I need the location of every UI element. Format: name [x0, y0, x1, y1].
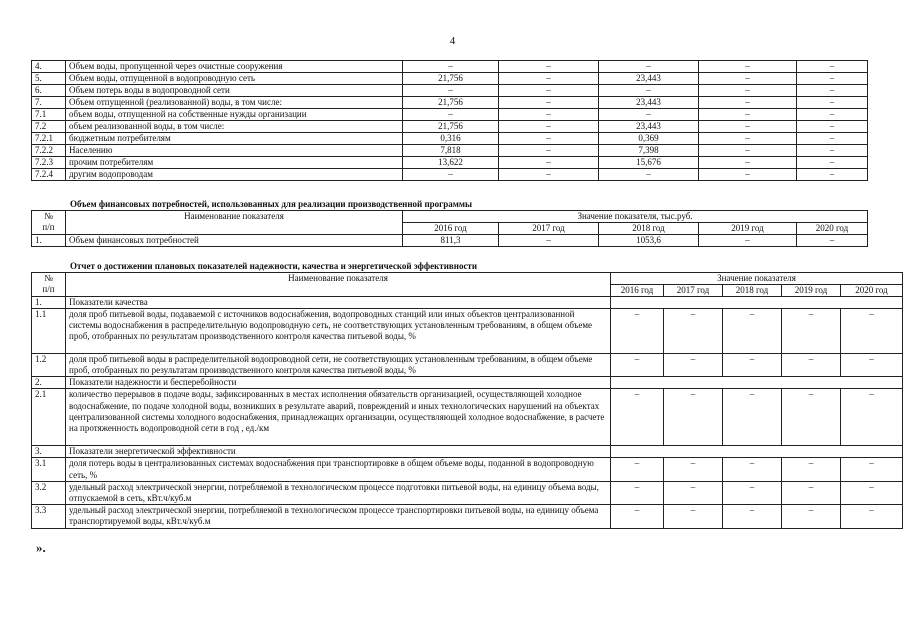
cell-value: – [841, 458, 903, 481]
cell-value: – [841, 309, 903, 354]
header-num: № п/п [32, 211, 66, 235]
row-num: 3.1 [32, 458, 66, 481]
row-num: 7.2.2 [32, 145, 66, 157]
table-row [32, 85, 868, 97]
cell-2017: – [499, 85, 599, 97]
section-empty [611, 446, 903, 458]
row-num: 3.3 [32, 505, 66, 528]
table-row [32, 169, 868, 181]
table-row [32, 505, 903, 528]
row-num: 6. [32, 85, 66, 97]
cell-value: – [723, 458, 782, 481]
cell-2016: – [403, 61, 499, 73]
cell-2019: – [699, 85, 797, 97]
row-num: 7. [32, 97, 66, 109]
section-num: 1. [32, 297, 66, 309]
section-title: Показатели энергетической эффективности [66, 446, 611, 458]
row-text: доля потерь воды в централизованных системах водоснабжения при транспортировке в общем объеме воды, поданной в водопроводную сеть, % [66, 458, 611, 481]
cell-2019: – [699, 145, 797, 157]
cell-2017: – [499, 109, 599, 121]
cell-value: – [723, 389, 782, 446]
row-num: 7.1 [32, 109, 66, 121]
cell-value: – [841, 354, 903, 377]
cell-2016: 0,316 [403, 133, 499, 145]
table-row [32, 61, 868, 73]
cell-2017: – [499, 73, 599, 85]
header-value: Значение показателя [611, 273, 903, 285]
table-row [32, 97, 868, 109]
cell-2020: – [797, 109, 868, 121]
cell-2019: – [699, 73, 797, 85]
cell-value: – [782, 505, 841, 528]
year-header: 2018 год [723, 285, 782, 297]
cell-2019: – [699, 61, 797, 73]
row-name: Объем воды, пропущенной через очистные сооружения [66, 61, 403, 73]
row-name: Объем воды, отпущенной в водопроводную сеть [66, 73, 403, 85]
indicators-caption: Отчет о достижении плановых показателей надежности, качества и энергетической эффективности [70, 261, 478, 271]
cell-2018: 7,398 [599, 145, 699, 157]
year-header: 2017 год [664, 285, 723, 297]
cell-2017: – [499, 97, 599, 109]
cell-2016: 13,622 [403, 157, 499, 169]
year-header: 2018 год [599, 223, 699, 235]
cell-2019: – [699, 235, 797, 247]
cell-value: – [664, 481, 723, 504]
cell-2016: 811,3 [403, 235, 499, 247]
cell-2018: 15,676 [599, 157, 699, 169]
cell-2018: 1053,6 [599, 235, 699, 247]
row-name: Объем потерь воды в водопроводной сети [66, 85, 403, 97]
table-row [32, 157, 868, 169]
cell-value: – [723, 481, 782, 504]
section-empty [611, 297, 903, 309]
cell-2017: – [499, 157, 599, 169]
section-row [32, 377, 903, 389]
table-row [32, 235, 868, 247]
year-header: 2016 год [403, 223, 499, 235]
cell-2016: – [403, 169, 499, 181]
row-text: доля проб питьевой воды в распределительной водопроводной сети, не соответствующих установленным требованиям, в общем объеме проб, отобранных по результатам производственного контроля качества питьевой воды, % [66, 354, 611, 377]
water-volume-table [31, 60, 868, 181]
table-row [32, 354, 903, 377]
year-header: 2016 год [611, 285, 664, 297]
cell-value: – [611, 309, 664, 354]
row-name: Населению [66, 145, 403, 157]
cell-2018: 23,443 [599, 73, 699, 85]
cell-2018: – [599, 85, 699, 97]
section-row [32, 297, 903, 309]
section-row [32, 446, 903, 458]
cell-2020: – [797, 145, 868, 157]
row-num: 1.2 [32, 354, 66, 377]
cell-2018: – [599, 169, 699, 181]
page-number: 4 [449, 35, 456, 47]
cell-value: – [782, 309, 841, 354]
cell-value: – [782, 481, 841, 504]
row-num: 1. [32, 235, 66, 247]
cell-2020: – [797, 73, 868, 85]
cell-2020: – [797, 235, 868, 247]
cell-value: – [611, 458, 664, 481]
year-header: 2019 год [699, 223, 797, 235]
row-num: 3.2 [32, 481, 66, 504]
table-row [32, 133, 868, 145]
row-num: 7.2 [32, 121, 66, 133]
cell-2019: – [699, 169, 797, 181]
cell-value: – [782, 354, 841, 377]
row-text: доля проб питьевой воды, подаваемой с источников водоснабжения, водопроводных станций или иных объектов централизованной системы водоснабжения в распределительную водопроводную сеть, не соответствующих установленным требованиям, в общем объеме проб, отобранных по результатам производственного контроля качества питьевой воды, % [66, 309, 611, 354]
cell-value: – [611, 481, 664, 504]
cell-2017: – [499, 133, 599, 145]
table-row [32, 458, 903, 481]
row-num: 1.1 [32, 309, 66, 354]
cell-2016: 7,818 [403, 145, 499, 157]
cell-2020: – [797, 121, 868, 133]
cell-2019: – [699, 121, 797, 133]
section-title: Показатели качества [66, 297, 611, 309]
section-empty [611, 377, 903, 389]
table-row [32, 73, 868, 85]
header-num: № п/п [32, 273, 66, 297]
row-name: другим водопроводам [66, 169, 403, 181]
year-header: 2020 год [797, 223, 868, 235]
cell-value: – [782, 389, 841, 446]
cell-2017: – [499, 235, 599, 247]
section-num: 3. [32, 446, 66, 458]
cell-2020: – [797, 61, 868, 73]
table-row [32, 389, 903, 446]
row-name: Объем финансовых потребностей [66, 235, 403, 247]
row-name: объем воды, отпущенной на собственные нужды организации [66, 109, 403, 121]
row-num: 7.2.4 [32, 169, 66, 181]
cell-2020: – [797, 97, 868, 109]
row-text: удельный расход электрической энергии, потребляемой в технологическом процессе подготовки питьевой воды, на единицу объема воды, отпускаемой в сеть, кВт.ч/куб.м [66, 481, 611, 504]
cell-value: – [841, 389, 903, 446]
financial-needs-caption: Объем финансовых потребностей, использованных для реализации производственной программы [70, 199, 473, 209]
cell-2016: 21,756 [403, 97, 499, 109]
row-num: 5. [32, 73, 66, 85]
cell-2018: 23,443 [599, 97, 699, 109]
cell-value: – [611, 354, 664, 377]
cell-value: – [664, 389, 723, 446]
cell-value: – [723, 505, 782, 528]
row-text: количество перерывов в подаче воды, зафиксированных в местах исполнения обязательств организацией, осуществляющей холодное водоснабжение, по подаче холодной воды, возникших в результате аварий, повреждений и иных технологических нарушений на объектах централизованной системы холодного водоснабжения, принадлежащих организации, осуществляющей холодное водоснабжение, в расчете на протяженность водопроводной сети в год , ед./км [66, 389, 611, 446]
cell-2019: – [699, 109, 797, 121]
row-name: бюджетным потребителям [66, 133, 403, 145]
cell-value: – [664, 309, 723, 354]
row-num: 4. [32, 61, 66, 73]
cell-2020: – [797, 169, 868, 181]
cell-2018: – [599, 61, 699, 73]
cell-2016: – [403, 109, 499, 121]
year-header: 2020 год [841, 285, 903, 297]
cell-2018: – [599, 109, 699, 121]
cell-2017: – [499, 61, 599, 73]
cell-2020: – [797, 157, 868, 169]
cell-2020: – [797, 85, 868, 97]
section-title: Показатели надежности и бесперебойности [66, 377, 611, 389]
row-num: 7.2.1 [32, 133, 66, 145]
cell-value: – [782, 458, 841, 481]
cell-2019: – [699, 133, 797, 145]
cell-value: – [723, 354, 782, 377]
cell-2016: – [403, 85, 499, 97]
row-name: прочим потребителям [66, 157, 403, 169]
cell-value: – [611, 505, 664, 528]
row-num: 2.1 [32, 389, 66, 446]
cell-2019: – [699, 157, 797, 169]
cell-2017: – [499, 121, 599, 133]
cell-2018: 23,443 [599, 121, 699, 133]
header-name: Наименование показателя [66, 211, 403, 235]
row-text: удельный расход электрической энергии, потребляемой в технологическом процессе транспортировки питьевой воды, на единицу объема транспортируемой воды, кВт.ч/куб.м [66, 505, 611, 528]
cell-value: – [723, 309, 782, 354]
cell-value: – [611, 389, 664, 446]
indicators-table [31, 272, 903, 529]
row-name: объем реализованной воды, в том числе: [66, 121, 403, 133]
row-num: 7.2.3 [32, 157, 66, 169]
year-header: 2019 год [782, 285, 841, 297]
year-header: 2017 год [499, 223, 599, 235]
cell-2020: – [797, 133, 868, 145]
table-row [32, 309, 903, 354]
header-value: Значение показателя, тыс.руб. [403, 211, 868, 223]
header-name: Наименование показателя [66, 273, 611, 297]
cell-2016: 21,756 [403, 73, 499, 85]
row-name: Объем отпущенной (реализованной) воды, в том числе: [66, 97, 403, 109]
section-num: 2. [32, 377, 66, 389]
cell-value: – [841, 481, 903, 504]
cell-2019: – [699, 97, 797, 109]
table-row [32, 481, 903, 504]
cell-2016: 21,756 [403, 121, 499, 133]
financial-needs-table [31, 210, 868, 247]
cell-2017: – [499, 145, 599, 157]
table-row [32, 109, 868, 121]
cell-2018: 0,369 [599, 133, 699, 145]
cell-value: – [664, 505, 723, 528]
closing-quote: ». [36, 540, 46, 555]
cell-value: – [664, 354, 723, 377]
cell-value: – [664, 458, 723, 481]
cell-2017: – [499, 169, 599, 181]
table-row [32, 121, 868, 133]
table-row [32, 145, 868, 157]
cell-value: – [841, 505, 903, 528]
